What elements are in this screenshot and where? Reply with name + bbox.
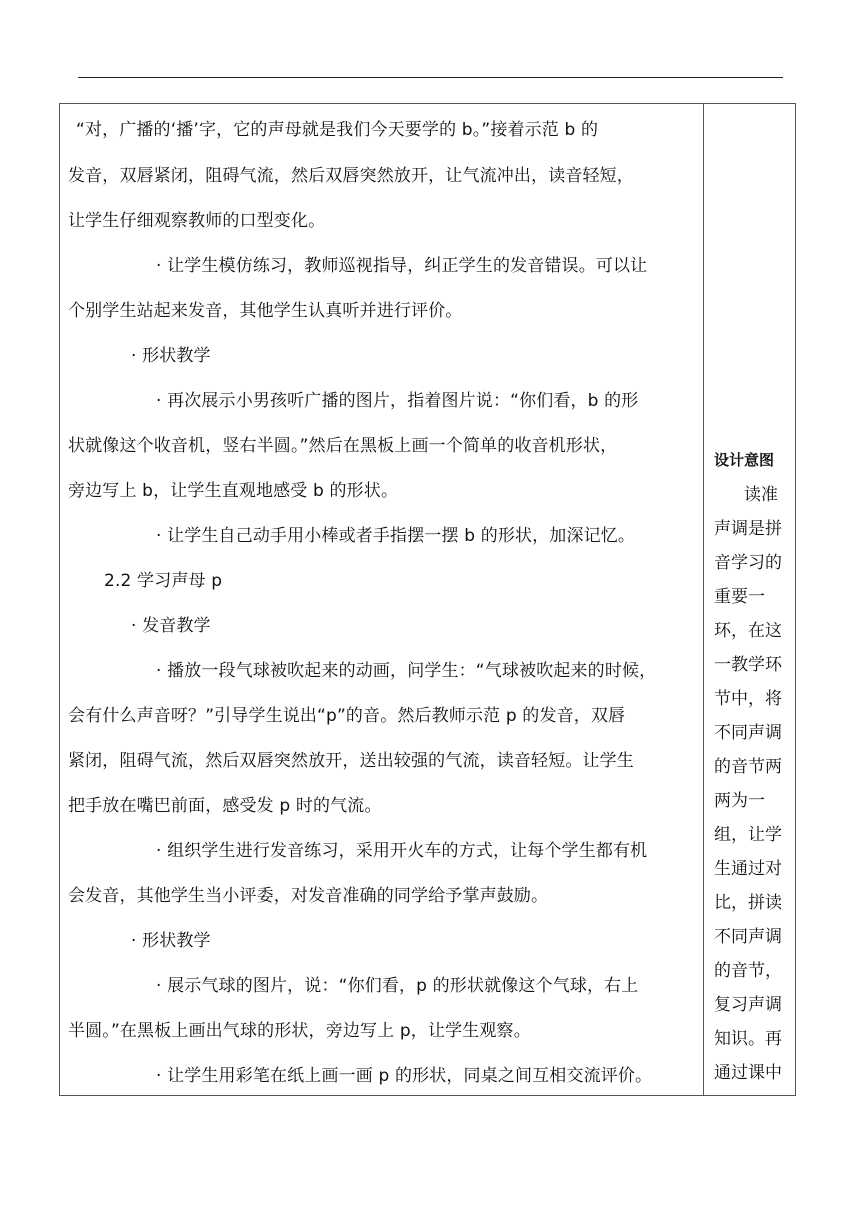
intent-line: 环，在这 [714,621,782,641]
content-line: 让学生仔细观察教师的口型变化。 [68,211,326,231]
intent-line: 重要一 [714,587,765,607]
content-line: 旁边写上 b，让学生直观地感受 b 的形状。 [68,481,399,501]
content-line: 状就像这个收音机，竖右半圆。”然后在黑板上画一个简单的收音机形状， [68,436,618,456]
intent-line: 生通过对 [714,859,782,879]
column-divider [703,104,704,1095]
intent-line: 节中，将 [714,689,782,709]
intent-line: 的音节两 [714,757,782,777]
content-line: 会有什么声音呀？”引导学生说出“p”的音。然后教师示范 p 的发音，双唇 [68,706,626,726]
content-line: · 形状教学 [131,346,211,366]
content-line: · 形状教学 [131,931,211,951]
intent-line: 知识。再 [714,1029,782,1049]
content-line: 会发音，其他学生当小评委，对发音准确的同学给予掌声鼓励。 [68,886,549,906]
content-line: 半圆。”在黑板上画出气球的形状，旁边写上 p，让学生观察。 [68,1021,531,1041]
content-line: “对，广播的‘播’字，它的声母就是我们今天要学的 b。”接着示范 b 的 [76,120,599,140]
content-line: · 让学生自己动手用小棒或者手指摆一摆 b 的形状，加深记忆。 [156,526,636,546]
header-rule [78,77,783,78]
intent-line: 组，让学 [714,825,782,845]
intent-line: 复习声调 [714,995,782,1015]
lesson-table [59,103,796,1096]
content-line: · 组织学生进行发音练习，采用开火车的方式，让每个学生都有机 [156,841,648,861]
content-line: · 让学生用彩笔在纸上画一画 p 的形状，同桌之间互相交流评价。 [156,1066,653,1086]
intent-line: 两为一 [714,791,765,811]
content-line: 发音，双唇紧闭，阻碍气流，然后双唇突然放开，让气流冲出，读音轻短， [68,166,634,186]
content-line: · 让学生模仿练习，教师巡视指导，纠正学生的发音错误。可以让 [156,256,648,276]
content-line: 紧闭，阻碍气流，然后双唇突然放开，送出较强的气流，读音轻短。让学生 [68,751,634,771]
content-line: · 播放一段气球被吹起来的动画，问学生：“气球被吹起来的时候， [156,661,657,681]
intent-line: 通过课中 [714,1063,782,1083]
content-line: 个别学生站起来发音，其他学生认真听并进行评价。 [68,301,463,321]
intent-line: 不同声调 [714,927,782,947]
intent-line: 读准 [744,485,778,505]
intent-line: 的音节， [714,961,782,981]
content-line: · 展示气球的图片，说：“你们看，p 的形状就像这个气球，右上 [156,976,639,996]
content-line: · 再次展示小男孩听广播的图片，指着图片说：“你们看，b 的形 [156,391,639,411]
intent-line: 声调是拼 [714,519,782,539]
content-line: 2.2 学习声母 p [104,571,223,591]
intent-line: 比，拼读 [714,893,782,913]
design-intent-title: 设计意图 [714,451,775,469]
intent-line: 音学习的 [714,553,782,573]
content-line: · 发音教学 [131,616,211,636]
content-line: 把手放在嘴巴前面，感受发 p 时的气流。 [68,796,382,816]
intent-line: 不同声调 [714,723,782,743]
intent-line: 一教学环 [714,655,782,675]
